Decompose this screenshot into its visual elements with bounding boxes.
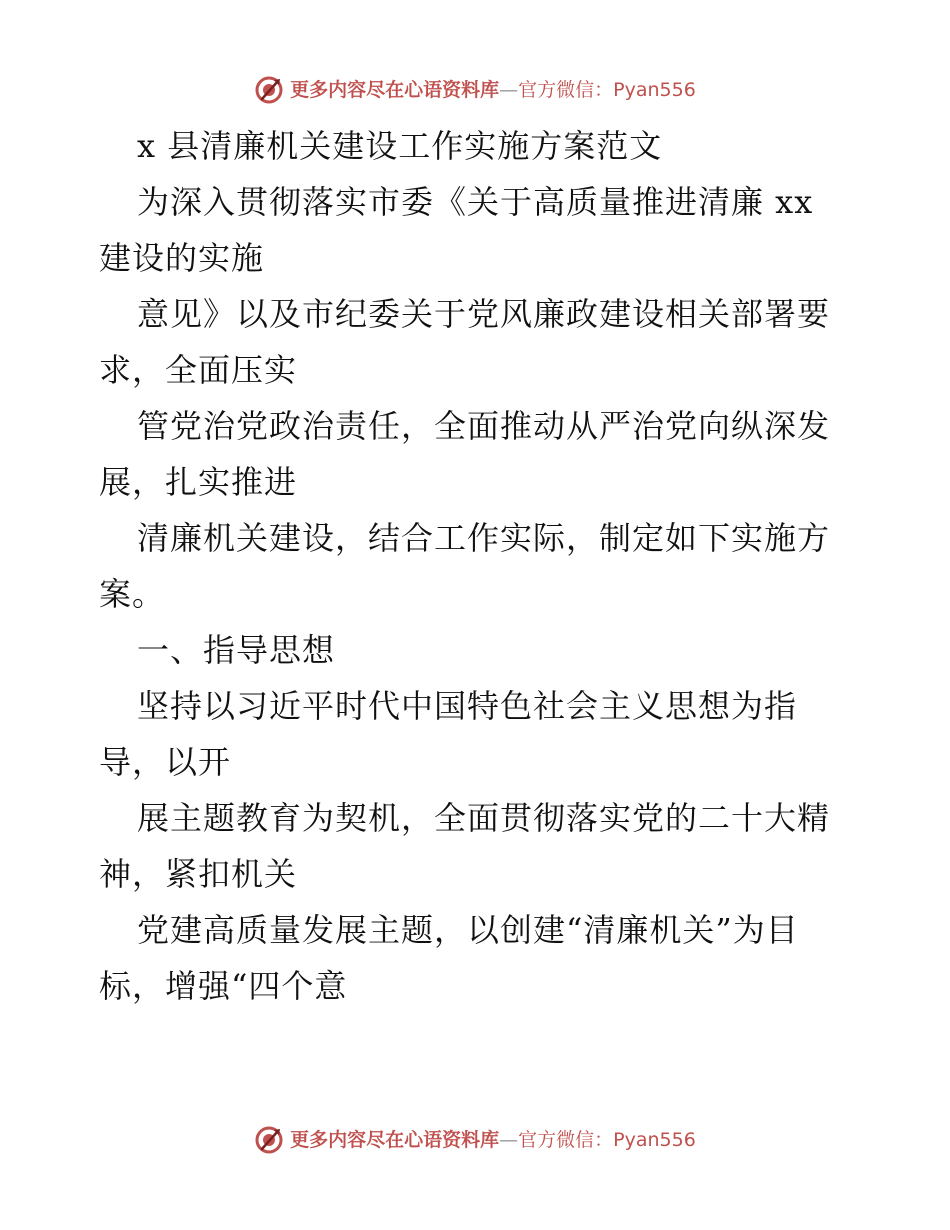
watermark-contact: 官方微信：Pyan556 [518,1129,696,1151]
body-line: 建设的实施 [99,239,265,277]
document-title: x 县清廉机关建设工作实施方案范文 [137,127,663,165]
watermark-main-text: 更多内容尽在心语资料库 [290,79,500,101]
watermark-dash: — [499,1129,519,1151]
quill-seal-icon [254,1125,284,1155]
body-line: 坚持以习近平时代中国特色社会主义思想为指 [137,687,798,725]
body-line: 案。 [99,575,166,613]
body-line: 求，全面压实 [99,351,298,389]
body-line: 导，以开 [99,743,232,781]
body-line: 展主题教育为契机，全面贯彻落实党的二十大精 [137,799,831,837]
quill-seal-icon [254,75,284,105]
watermark-contact: 官方微信：Pyan556 [518,79,696,101]
body-line: 标，增强“四个意 [99,967,348,1005]
body-line: 党建高质量发展主题，以创建“清廉机关”为目 [137,911,799,949]
section-heading: 一、指导思想 [137,631,336,669]
body-line: 为深入贯彻落实市委《关于高质量推进清廉 xx [137,183,814,221]
watermark-main-text: 更多内容尽在心语资料库 [290,1129,500,1151]
body-line: 意见》以及市纪委关于党风廉政建设相关部署要 [137,295,831,333]
body-line: 管党治党政治责任，全面推动从严治党向纵深发 [137,407,831,445]
footer-watermark [0,1125,950,1155]
header-watermark [0,75,950,105]
body-line: 神，紧扣机关 [99,855,298,893]
body-line: 清廉机关建设，结合工作实际，制定如下实施方 [137,519,831,557]
watermark-dash: — [499,79,519,101]
body-line: 展，扎实推进 [99,463,298,501]
document-body [99,118,859,1014]
